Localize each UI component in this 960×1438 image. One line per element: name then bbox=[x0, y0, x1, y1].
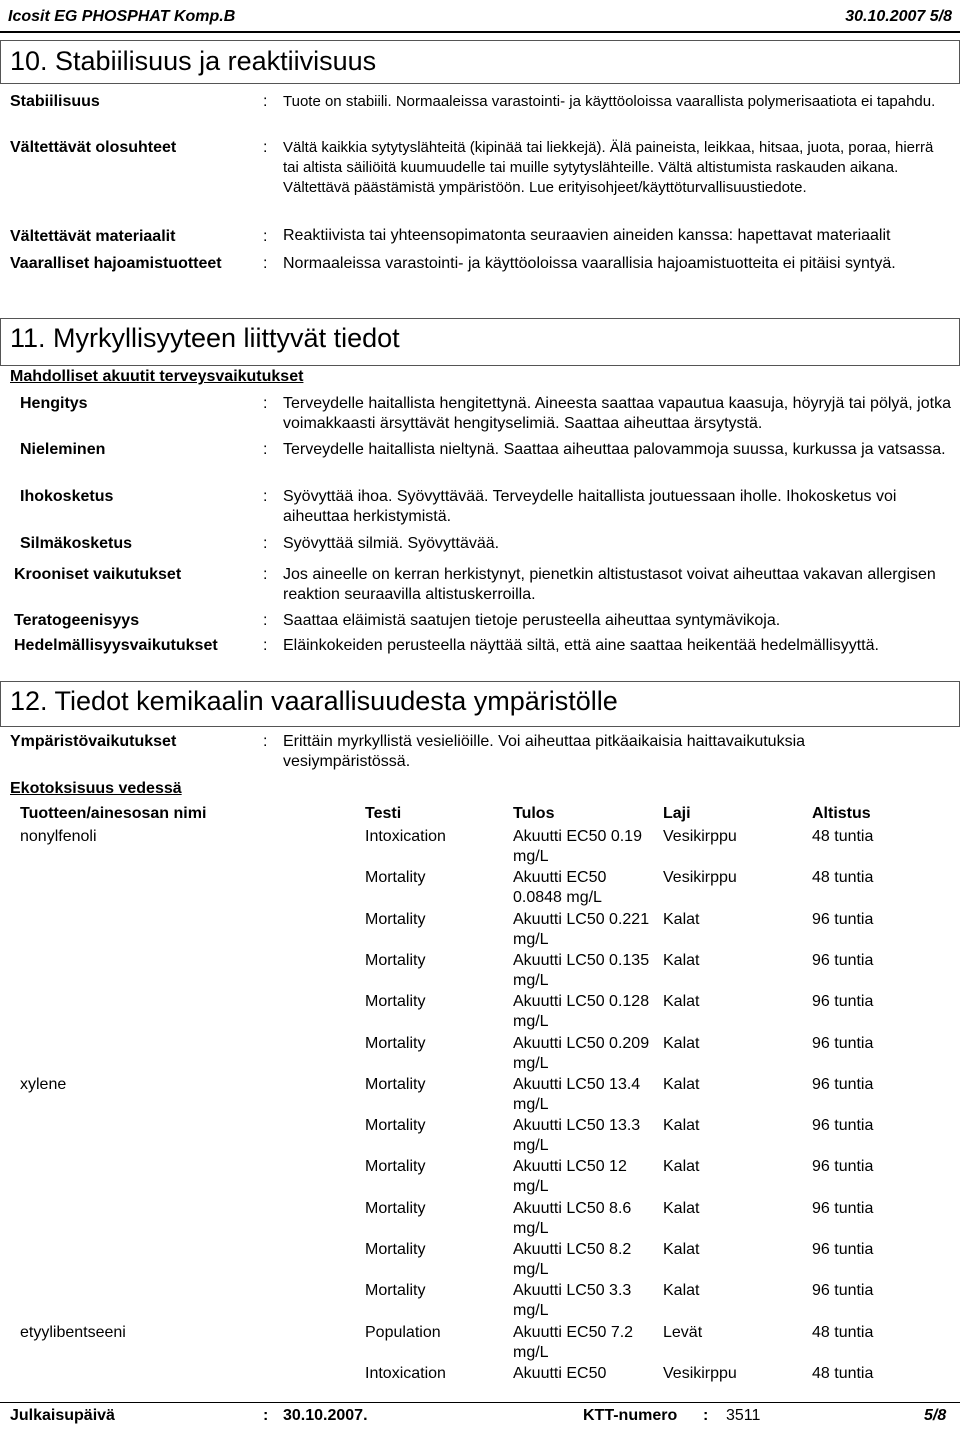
cell-species: Vesikirppu bbox=[663, 1365, 737, 1382]
cell-species: Kalat bbox=[663, 1158, 700, 1175]
cell-substance-name: etyylibentseeni bbox=[20, 1324, 126, 1341]
cell-exposure: 96 tuntia bbox=[812, 1035, 874, 1052]
cell-test: Mortality bbox=[365, 1158, 426, 1175]
materials-to-avoid-label: Vältettävät materiaalit bbox=[10, 228, 176, 245]
cell-result: Akuutti LC50 8.6 mg/L bbox=[513, 1200, 632, 1237]
table-header-name: Tuotteen/ainesosan nimi bbox=[20, 805, 207, 822]
fertility-effects-text: Eläinkokeiden perusteella näyttää siltä, että aine saattaa heikentää hedelmällisyyttä. bbox=[283, 637, 879, 654]
colon: : bbox=[263, 441, 268, 458]
stability-text: Tuote on stabiili. Normaaleissa varastointi- ja käyttöoloissa vaarallista polymerisaatiota ei tapahdu. bbox=[283, 93, 936, 110]
cell-exposure: 48 tuntia bbox=[812, 869, 874, 886]
cell-test: Intoxication bbox=[365, 1365, 446, 1382]
chronic-effects-text: Jos aineelle on kerran herkistynyt, pienetkin altistustasot voivat aiheuttaa vakavan allergisen reaktion seuraavilla altistuskerroilla. bbox=[283, 566, 936, 603]
footer-divider bbox=[0, 1402, 960, 1403]
environmental-effects-label: Ympäristövaikutukset bbox=[10, 733, 177, 750]
cell-exposure: 96 tuntia bbox=[812, 952, 874, 969]
colon: : bbox=[263, 733, 268, 750]
cell-species: Kalat bbox=[663, 1076, 700, 1093]
section-12-title: 12. Tiedot kemikaalin vaarallisuudesta ympäristölle bbox=[10, 686, 618, 716]
ktt-number-label: KTT-numero bbox=[583, 1407, 678, 1424]
cell-result: Akuutti LC50 0.135 mg/L bbox=[513, 952, 650, 989]
ingestion-text: Terveydelle haitallista nieltynä. Saattaa aiheuttaa palovammoja suussa, kurkussa ja vatsassa. bbox=[283, 441, 946, 458]
cell-result: Akuutti LC50 12 mg/L bbox=[513, 1158, 627, 1195]
cell-test: Intoxication bbox=[365, 828, 446, 845]
cell-exposure: 48 tuntia bbox=[812, 1365, 874, 1382]
issue-date-value: 30.10.2007. bbox=[283, 1407, 368, 1424]
teratogenicity-text: Saattaa eläimistä saatujen tietoje perusteella aiheuttaa syntymävikoja. bbox=[283, 612, 781, 629]
cell-species: Levät bbox=[663, 1324, 703, 1341]
cell-species: Kalat bbox=[663, 911, 700, 928]
cell-exposure: 96 tuntia bbox=[812, 1158, 874, 1175]
table-header-result: Tulos bbox=[513, 805, 555, 822]
cell-species: Kalat bbox=[663, 993, 700, 1010]
cell-result: Akuutti EC50 0.0848 mg/L bbox=[513, 869, 607, 906]
ktt-number-value: 3511 bbox=[726, 1407, 761, 1424]
cell-species: Vesikirppu bbox=[663, 828, 737, 845]
cell-species: Kalat bbox=[663, 952, 700, 969]
document-date-page: 30.10.2007 5/8 bbox=[845, 8, 952, 25]
cell-exposure: 96 tuntia bbox=[812, 1117, 874, 1134]
colon: : bbox=[263, 535, 268, 552]
inhalation-text: Terveydelle haitallista hengitettynä. Aineesta saattaa vapautua kaasuja, höyryjä tai pölyä, jotka voimakkaasti ärsyttävät hengityselimiä. Saattaa aiheuttaa ärsytystä. bbox=[283, 395, 951, 432]
ingestion-label: Nieleminen bbox=[20, 441, 106, 458]
environmental-effects-text: Erittäin myrkyllistä vesieliöille. Voi aiheuttaa pitkäaikaisia haittavaikutuksia vesiympäristössä. bbox=[283, 733, 806, 770]
cell-result: Akuutti LC50 0.221 mg/L bbox=[513, 911, 650, 948]
cell-result: Akuutti LC50 13.4 mg/L bbox=[513, 1076, 641, 1113]
conditions-to-avoid-label: Vältettävät olosuhteet bbox=[10, 139, 177, 156]
issue-date-label: Julkaisupäivä bbox=[10, 1407, 115, 1424]
skin-contact-label: Ihokosketus bbox=[20, 488, 114, 505]
cell-exposure: 96 tuntia bbox=[812, 911, 874, 928]
cell-species: Kalat bbox=[663, 1282, 700, 1299]
cell-substance-name: xylene bbox=[20, 1076, 67, 1093]
table-header-test: Testi bbox=[365, 805, 402, 822]
aquatic-ecotoxicity-subheading: Ekotoksisuus vedessä bbox=[10, 780, 182, 797]
cell-species: Kalat bbox=[663, 1200, 700, 1217]
document-product-name: Icosit EG PHOSPHAT Komp.B bbox=[8, 8, 236, 25]
cell-result: Akuutti EC50 7.2 mg/L bbox=[513, 1324, 634, 1361]
cell-test: Mortality bbox=[365, 993, 426, 1010]
header-divider bbox=[0, 31, 960, 33]
cell-test: Mortality bbox=[365, 869, 426, 886]
cell-exposure: 96 tuntia bbox=[812, 1076, 874, 1093]
cell-result: Akuutti LC50 0.209 mg/L bbox=[513, 1035, 650, 1072]
cell-test: Mortality bbox=[365, 1200, 426, 1217]
colon: : bbox=[263, 139, 268, 156]
colon: : bbox=[263, 1407, 269, 1424]
cell-result: Akuutti LC50 0.128 mg/L bbox=[513, 993, 650, 1030]
cell-result: Akuutti EC50 0.19 mg/L bbox=[513, 828, 642, 865]
cell-exposure: 96 tuntia bbox=[812, 1282, 874, 1299]
cell-species: Kalat bbox=[663, 1035, 700, 1052]
cell-test: Mortality bbox=[365, 1282, 426, 1299]
cell-species: Kalat bbox=[663, 1241, 700, 1258]
cell-test: Mortality bbox=[365, 952, 426, 969]
colon: : bbox=[263, 395, 268, 412]
cell-substance-name: nonylfenoli bbox=[20, 828, 97, 845]
cell-result: Akuutti LC50 8.2 mg/L bbox=[513, 1241, 632, 1278]
cell-test: Mortality bbox=[365, 1035, 426, 1052]
inhalation-label: Hengitys bbox=[20, 395, 88, 412]
cell-test: Mortality bbox=[365, 1076, 426, 1093]
eye-contact-text: Syövyttää silmiä. Syövyttävää. bbox=[283, 535, 500, 552]
colon: : bbox=[263, 93, 268, 110]
cell-result: Akuutti EC50 bbox=[513, 1365, 607, 1382]
page-number: 5/8 bbox=[924, 1407, 947, 1424]
cell-result: Akuutti LC50 3.3 mg/L bbox=[513, 1282, 632, 1319]
colon: : bbox=[263, 566, 268, 583]
colon: : bbox=[263, 612, 268, 629]
table-header-species: Laji bbox=[663, 805, 691, 822]
skin-contact-text: Syövyttää ihoa. Syövyttävää. Terveydelle haitallista joutuessaan iholle. Ihokosketus voi aiheuttaa herkistymistä. bbox=[283, 488, 897, 525]
materials-to-avoid-text: Reaktiivista tai yhteensopimatonta seuraavien aineiden kanssa: hapettavat materiaalit bbox=[283, 227, 891, 244]
cell-exposure: 96 tuntia bbox=[812, 993, 874, 1010]
decomposition-products-label: Vaaralliset hajoamistuotteet bbox=[10, 255, 222, 272]
colon: : bbox=[263, 255, 268, 272]
cell-exposure: 96 tuntia bbox=[812, 1241, 874, 1258]
cell-species: Kalat bbox=[663, 1117, 700, 1134]
conditions-to-avoid-text: Vältä kaikkia sytytyslähteitä (kipinää tai liekkejä). Älä paineista, leikkaa, hitsaa, juota, poraa, hierrä tai altista säiliöitä kuumuudelle tai muille sytytyslähteille. Vältä altistumista raskauden aikana. Vältettävä päästämistä ympäristöön. Lue erityisohjeet/käyttöturvallisuustiedote. bbox=[283, 139, 934, 196]
colon: : bbox=[703, 1407, 709, 1424]
section-11-title: 11. Myrkyllisyyteen liittyvät tiedot bbox=[10, 323, 400, 353]
cell-test: Mortality bbox=[365, 911, 426, 928]
cell-species: Vesikirppu bbox=[663, 869, 737, 886]
cell-test: Mortality bbox=[365, 1241, 426, 1258]
cell-result: Akuutti LC50 13.3 mg/L bbox=[513, 1117, 641, 1154]
cell-test: Population bbox=[365, 1324, 441, 1341]
teratogenicity-label: Teratogeenisyys bbox=[14, 612, 140, 629]
cell-exposure: 48 tuntia bbox=[812, 828, 874, 845]
decomposition-products-text: Normaaleissa varastointi- ja käyttöoloissa vaarallisia hajoamistuotteita ei pitäisi syntyä. bbox=[283, 255, 896, 272]
eye-contact-label: Silmäkosketus bbox=[20, 535, 133, 552]
cell-exposure: 48 tuntia bbox=[812, 1324, 874, 1341]
stability-label: Stabiilisuus bbox=[10, 93, 100, 110]
chronic-effects-label: Krooniset vaikutukset bbox=[14, 566, 182, 583]
acute-effects-subheading: Mahdolliset akuutit terveysvaikutukset bbox=[10, 368, 304, 385]
cell-test: Mortality bbox=[365, 1117, 426, 1134]
fertility-effects-label: Hedelmällisyysvaikutukset bbox=[14, 637, 218, 654]
colon: : bbox=[263, 637, 268, 654]
section-10-title: 10. Stabiilisuus ja reaktiivisuus bbox=[10, 46, 377, 76]
colon: : bbox=[263, 488, 268, 505]
table-header-exposure: Altistus bbox=[812, 805, 871, 822]
cell-exposure: 96 tuntia bbox=[812, 1200, 874, 1217]
colon: : bbox=[263, 228, 268, 245]
